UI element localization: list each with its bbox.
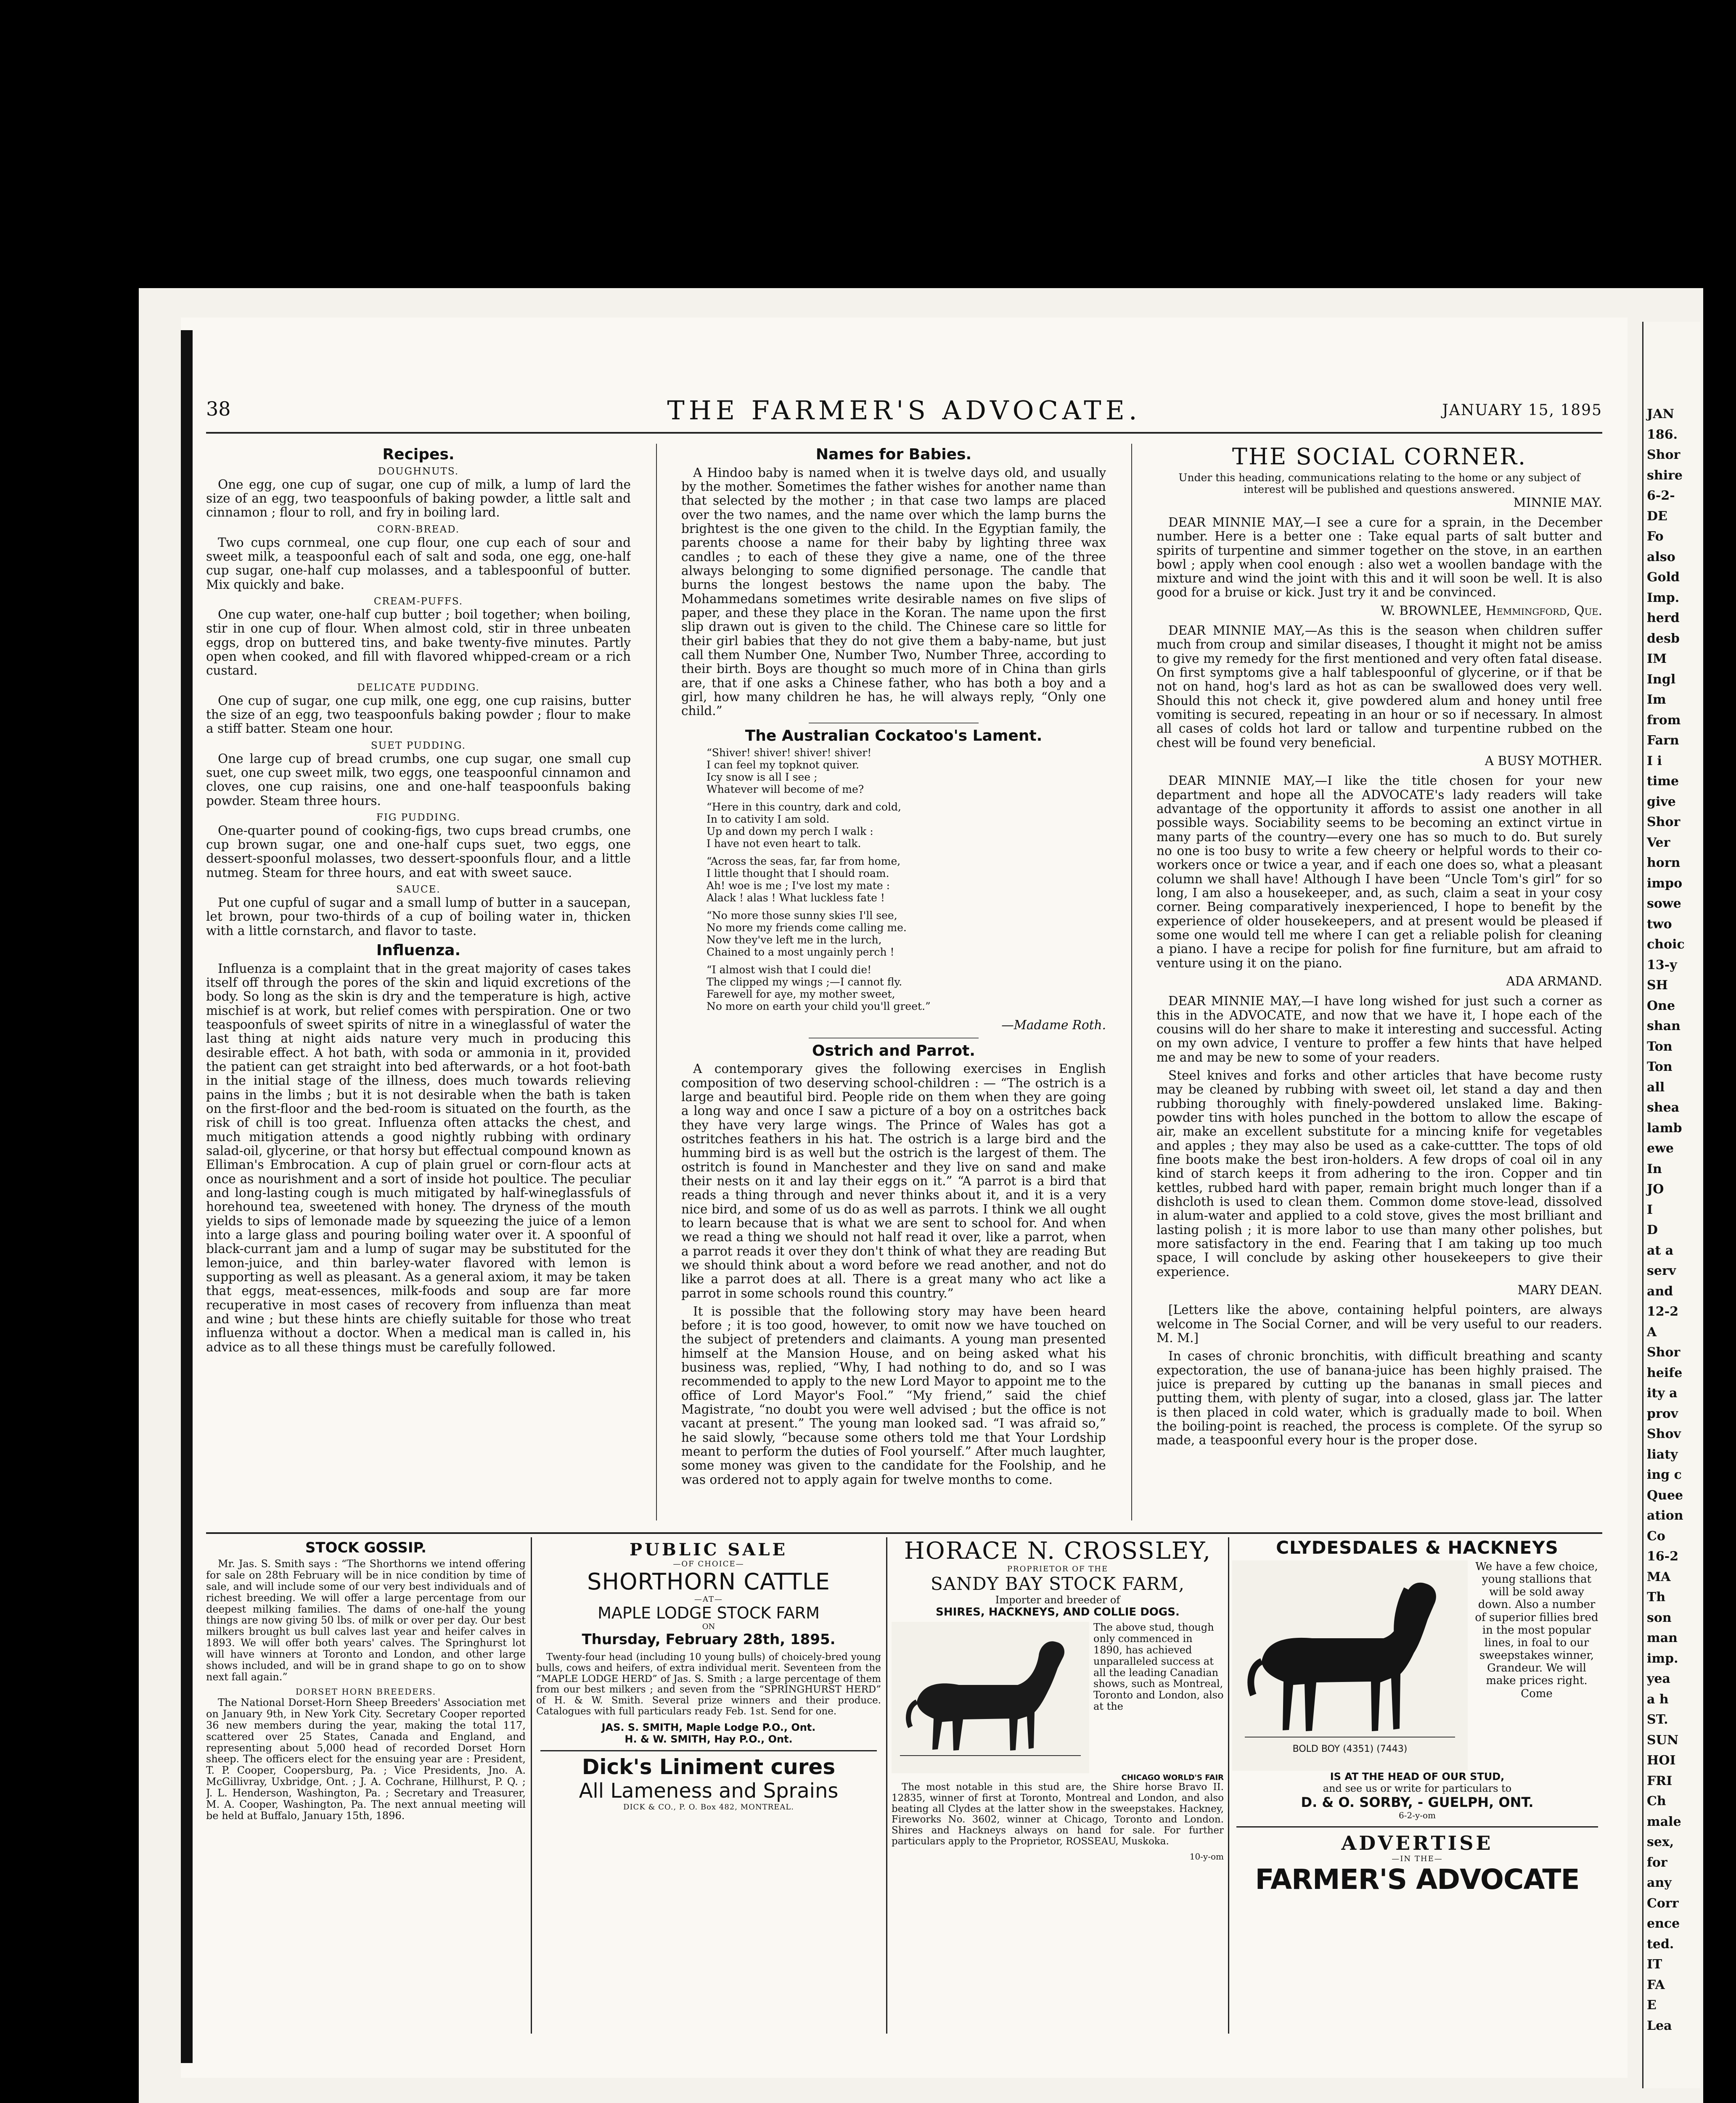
influenza-title: Influenza. bbox=[376, 942, 461, 959]
poem-line: “No more those sunny skies I'll see, bbox=[707, 909, 897, 922]
facing-page-text: 186. bbox=[1647, 427, 1678, 442]
crossley-code: 10-y-om bbox=[1189, 1851, 1224, 1862]
facing-page-text: 16-2 bbox=[1647, 1549, 1679, 1564]
facing-page-text: Ton bbox=[1647, 1039, 1672, 1054]
recipe-list bbox=[206, 466, 631, 938]
clydesdales-ad bbox=[1232, 1537, 1602, 2034]
facing-page-text: ation bbox=[1647, 1508, 1683, 1523]
poem-line: “Here in this country, dark and cold, bbox=[707, 801, 901, 813]
ostrich-title: Ostrich and Parrot. bbox=[812, 1042, 975, 1059]
facing-page-text: DE bbox=[1647, 509, 1667, 524]
facing-page-text: choic bbox=[1647, 937, 1685, 952]
facing-page-text: ted. bbox=[1647, 1936, 1674, 1952]
advertise-in-the: —IN THE— bbox=[1392, 1854, 1443, 1863]
facing-page-text: E bbox=[1647, 1998, 1657, 2013]
poem-line: No more on earth your child you'll greet.” bbox=[707, 1000, 931, 1012]
facing-page-text: I i bbox=[1647, 753, 1662, 768]
facing-page-text: IT bbox=[1647, 1957, 1662, 1972]
poem-line: “Across the seas, far, far from home, bbox=[707, 855, 901, 868]
facing-page-text: Ingl bbox=[1647, 672, 1676, 687]
facing-page-text: Shor bbox=[1647, 448, 1680, 462]
stock-gossip-title: STOCK GOSSIP. bbox=[305, 1539, 427, 1556]
cockatoo-title: The Australian Cockatoo's Lament. bbox=[745, 727, 1043, 744]
facing-page-text: 6-2- bbox=[1647, 488, 1675, 503]
facing-page-text: IM bbox=[1647, 652, 1667, 666]
advertise-paper: FARMER'S ADVOCATE bbox=[1255, 1863, 1580, 1896]
column-rule bbox=[656, 444, 657, 1520]
crossley-side-text: The above stud, though only commenced in 1890, has achieved unparalleled success at all the leading Canadian shows, such as Montreal, Toronto and London, also at the bbox=[1093, 1621, 1224, 1713]
stallion-label: BOLD BOY (4351) (7443) bbox=[1292, 1744, 1408, 1754]
recipe-text: Put one cupful of sugar and a small lump of butter in a saucepan, let brown, pour two-thirds of a cup of boiling water in, thicken with a little cornstarch, and flavor to taste. bbox=[206, 895, 631, 938]
public-sale-farm: MAPLE LODGE STOCK FARM bbox=[598, 1604, 820, 1622]
recipe-text: One large cup of bread crumbs, one cup sugar, one small cup suet, one cup sweet milk, two eggs, one teaspoonful cinnamon and cloves, one cup raisins, one and one-half teaspoonfuls baking powder. Steam three hours. bbox=[206, 751, 631, 808]
column-rule bbox=[1131, 444, 1132, 1520]
stock-gossip-column bbox=[206, 1537, 526, 2034]
facing-page-text: liaty bbox=[1647, 1447, 1678, 1462]
facing-page-text: SUN bbox=[1647, 1732, 1679, 1748]
recipes-title: Recipes. bbox=[382, 446, 455, 463]
crossley-farm: SANDY BAY STOCK FARM, bbox=[930, 1573, 1185, 1594]
page-spine-shadow bbox=[181, 330, 193, 2063]
facing-page-text: Ch bbox=[1647, 1794, 1666, 1809]
facing-page-text: One bbox=[1647, 998, 1675, 1013]
facing-page-text: shan bbox=[1647, 1019, 1680, 1033]
poem-line: Farewell for aye, my mother sweet, bbox=[707, 988, 895, 1000]
clydesdales-call: and see us or write for particulars to bbox=[1323, 1783, 1512, 1794]
facing-page-text: FRI bbox=[1647, 1773, 1672, 1788]
issue-date: JANUARY 15, 1895 bbox=[1442, 402, 1602, 419]
stock-gossip-paragraph: Mr. Jas. S. Smith says : “The Shorthorns we intend offering for sale on 28th February will be in nice condition by time of sale, and will include some of our very best individuals and of richest breeding. We will offer a large percentage from our deepest milking families. The dams of one-half the young things are now giving 50 lbs. of milk or over per day. Our best milkers brought us bull calves last year and heifer calves in 1893. We will offer both years' calves. The Springhurst lot will have winners at Toronto and London, and other large shows included, and will be in grand shape to go on to show next fall again.” bbox=[206, 1558, 526, 1683]
running-head bbox=[206, 397, 1602, 427]
poem-stanza bbox=[707, 910, 1106, 958]
facing-page-text: JO bbox=[1647, 1182, 1664, 1197]
column-2 bbox=[681, 444, 1106, 1520]
letter-text: DEAR MINNIE MAY,—I like the title chosen for your new department and hope all the ADVOCATE's lady readers will take advantage of the opportunity it affords to assist one another in all possible ways. Sociability seems to be becoming an extinct virtue in many parts of the country—every one has so much to do. But surely no one is too busy to write a few cheery or helpful words to their co-workers once or twice a year, and if each one does so, what a pleasant column we shall have! Although I have been “Uncle Tom's girl” for so long, I am also a housekeeper, and, as such, claim a seat in your cosy corner. Being comparatively inexperienced, I hope to benefit by the experience of older housekeepers, and at present would be pleased if some one would tell me where I can get a reliable polish for cleaning a piano. I have a recipe for polish for fine furniture, but am afraid to venture using it on the piano. bbox=[1156, 773, 1602, 970]
facing-page-text: at a bbox=[1647, 1243, 1674, 1258]
facing-page-text: shea bbox=[1647, 1100, 1680, 1115]
facing-page-text: Shor bbox=[1647, 1345, 1680, 1360]
facing-page-text: Im bbox=[1647, 692, 1666, 707]
clydesdales-code: 6-2-y-om bbox=[1398, 1810, 1436, 1820]
recipe-name: SUET PUDDING. bbox=[371, 740, 466, 751]
facing-page-text: Shor bbox=[1647, 815, 1680, 829]
letter-text: DEAR MINNIE MAY,—As this is the season when children suffer much from croup and similar diseases, I thought it might not be amiss to give my remedy for the first mentioned and very often fatal disease. On first symptoms give a half tablespoonful of glycerine, or if that be not on hand, hog's lard as hot as can be swallowed does very well. Should this not check it, give powdered alum and honey until free vomiting is secured, repeating in an hour or so if necessary. In almost all cases of colds hot lard or tallow and turpentine rubbed on the chest will be found very beneficial. bbox=[1156, 623, 1602, 750]
poem-line: Up and down my perch I walk : bbox=[707, 825, 873, 837]
dicks-liniment-line: All Lameness and Sprains bbox=[579, 1779, 839, 1803]
influenza-paragraph: Influenza is a complaint that in the great majority of cases takes itself off through the pores of the skin and liquid excretions of the body. So long as the skin is dry and the temperature is high, active mischief is at work, but relief comes with perspiration. One or two teaspoonfuls of sweet spirits of nitre in a wineglassful of water the last thing at night aids nature very much in producing this desirable effect. A hot bath, with soda or ammonia in it, provided the patient can get straight into bed afterwards, or a hot foot-bath in the initial stage of the illness, does much towards relieving pains in the limbs ; but it is not desirable when the bath is taken on the first-floor and the bed-room is situated on the fourth, as the risk of chill is too great. Influenza often attacks the chest, and much mitigation attends a good nightly rubbing with ordinary salad-oil, glycerine, or that horsy but effectual compound known as Elliman's Embrocation. A cup of plain gruel or corn-flour acts at once as nourishment and a sort of inside hot poultice. The peculiar and long-lasting cough is much mitigated by half-wineglassfuls of horehound tea, sweetened with honey. The dryness of the mouth yields to sips of lemonade made by squeezing the juice of a lemon into a large glass and pouring boiling water over it. A spoonful of black-currant jam and a lump of sugar may be substituted for the lemon-juice, and thin barley-water flavored with lemon is supporting as well as pleasant. As a general axiom, it may be taken that eggs, meat-essences, milk-foods and soup are far more recuperative in most cases of recovery from influenza than meat and wine ; but these hints are chiefly suitable for those who treat influenza without a doctor. When a medical man is called in, his advice as to all these things must be carefully followed. bbox=[206, 961, 631, 1354]
poem-line: The clipped my wings ;—I cannot fly. bbox=[707, 976, 902, 988]
facing-page-text: any bbox=[1647, 1875, 1672, 1890]
dicks-liniment-line: Dick's Liniment cures bbox=[582, 1754, 836, 1779]
recipe-text: One cup water, one-half cup butter ; boil together; when boiling, stir in one cup of flour. When almost cold, stir in three unbeaten eggs, drop on buttered tins, and bake twenty-five minutes. Partly open when cooked, and fill with flavored whipped-cream or a rich custard. bbox=[206, 607, 631, 678]
newspaper-page bbox=[181, 318, 1628, 2078]
paper-title: THE FARMER'S ADVOCATE. bbox=[667, 395, 1141, 426]
ostrich-paragraph: A contemporary gives the following exercises in English composition of two deserving school-children : — “The ostrich is a large and beautiful bird. People ride on them when they are going a long way and once I saw a picture of a boy on a ostritches back they have very large wings. The Prince of Wales has got a ostritches feathers in his hat. The ostrich is a large bird and the humming bird is as well but the ostrich is the largest of them. The ostritch is found in Manchester and they live on sand and make their nests on it and lay their eggs on it.” “A parrot is a bird that reads a thing through and never thinks about it, and it is a very nice bird, and some of us do as well as parrots. I think we all ought to learn because that is what we are sent to school for. And when we read a thing we should not half read it over, like a parrot, when a parrot reads it over they don't think of what they are reading But we should think about a word before we read another, and not do like a parrot does at all. There is a great many who act like a parrot in some schools round this country.” bbox=[681, 1062, 1106, 1300]
facing-page-text: from bbox=[1647, 712, 1681, 728]
header-rule bbox=[206, 432, 1602, 434]
facing-page-text: lamb bbox=[1647, 1120, 1682, 1136]
facing-page-text: imp. bbox=[1647, 1651, 1678, 1666]
social-corner-note: Under this heading, communications relating to the home or any subject of interest will be published and questions answered. bbox=[1178, 471, 1580, 496]
public-sale-cattle: SHORTHORN CATTLE bbox=[587, 1568, 830, 1595]
dicks-liniment-address: DICK & CO., P. O. Box 482, MONTREAL. bbox=[623, 1802, 794, 1812]
poem-line: Icy snow is all I see ; bbox=[707, 771, 818, 783]
letter-signature: W. BROWNLEE, Hemmingford, Que. bbox=[1381, 603, 1602, 618]
facing-page-text: give bbox=[1647, 794, 1676, 809]
recipe-name: FIG PUDDING. bbox=[376, 812, 461, 823]
poem-stanza bbox=[707, 856, 1106, 904]
facing-page-text: ity a bbox=[1647, 1386, 1678, 1401]
stallion-illustration bbox=[1232, 1560, 1468, 1771]
facing-page-text: Co bbox=[1647, 1528, 1665, 1544]
ad-divider bbox=[531, 1537, 532, 2034]
cockatoo-poem bbox=[707, 747, 1106, 1012]
facing-page-text: Gold bbox=[1647, 570, 1680, 585]
letter-text: DEAR MINNIE MAY,—I see a cure for a sprain, in the December number. Here is a better one : Take equal parts of salt butter and spirits of turpentine and simmer together on the stove, in an earthen bowl ; apply when cool enough : also wet a woollen bandage with the mixture and wind the joint with this and it will soon be well. It is also good for a bruise or kick. Just try it and be convinced. bbox=[1156, 515, 1602, 600]
social-corner-note-signature: MINNIE MAY. bbox=[1513, 495, 1602, 510]
facing-page-text: a h bbox=[1647, 1692, 1669, 1707]
facing-page-text: for bbox=[1647, 1855, 1667, 1870]
poem-line: No more my friends come calling me. bbox=[707, 922, 907, 934]
letter-text: DEAR MINNIE MAY,—I have long wished for just such a corner as this in the ADVOCATE, and now that we have it, I hope each of the cousins will do her share to make it interesting and successful. Acting on my own advice, I venture to proffer a few hints that have helped me and may be new to some of your readers. bbox=[1156, 994, 1602, 1065]
public-sale-title: PUBLIC SALE bbox=[630, 1540, 788, 1560]
crossley-name: HORACE N. CROSSLEY, bbox=[904, 1537, 1212, 1565]
public-sale-date: Thursday, February 28th, 1895. bbox=[582, 1631, 836, 1648]
facing-page-text: 13-y bbox=[1647, 957, 1677, 972]
public-sale-ad bbox=[536, 1537, 881, 2034]
public-sale-on: ON bbox=[702, 1622, 715, 1631]
letter-text: [Letters like the above, containing helpful pointers, are always welcome in The Social Corner, and will be very useful to our readers. M. M.] bbox=[1156, 1303, 1602, 1345]
letter-text: Steel knives and forks and other articles that have become rusty may be cleaned by rubbing with sweet oil, let stand a day and then rubbing thoroughly with finely-powdered unslaked lime. Baking-powder tins with holes punched in the bottom to allow the escape of air, make an excellent substitute for a mincing knife for vegetables and apples ; they may also be used as a cake-cuttter. The tops of old fine boots make the best iron-holders. A few drops of coal oil in any kind of starch keeps it from adhering to the iron. Copper and tin kettles, rubbed hard with paper, remain bright much longer than if a dishcloth is used to clean them. Common dome stove-lead, dissolved in alum-water and applied to a cold stove, gives the most brilliant and lasting polish ; it is more labor to use than many other polishes, but more satisfactory in the end. Fearing that I am taking up too much space, I will conclude by asking other housekeepers to give their experience. bbox=[1156, 1068, 1602, 1279]
facing-page-text: horn bbox=[1647, 856, 1680, 870]
facing-page-text: heife bbox=[1647, 1365, 1683, 1380]
ad-divider bbox=[1236, 1826, 1598, 1828]
poem-stanza bbox=[707, 801, 1106, 850]
facing-page-text: Ton bbox=[1647, 1059, 1672, 1074]
poem-line: Alack ! alas ! What luckless fate ! bbox=[707, 891, 885, 904]
facing-page-text: and bbox=[1647, 1284, 1673, 1299]
poem-line: I can feel my topknot quiver. bbox=[707, 759, 859, 771]
facing-page-text: impo bbox=[1647, 876, 1683, 891]
poem-line: I little thought that I should roam. bbox=[707, 867, 889, 879]
recipe-text: Two cups cornmeal, one cup flour, one cup each of sour and sweet milk, a teaspoonful each of salt and soda, one egg, one-half cup sugar, one-half cup molasses, and a tablespoonful of butter. Mix quickly and bake. bbox=[206, 535, 631, 592]
facing-page-text: son bbox=[1647, 1610, 1672, 1625]
facing-page-text: all bbox=[1647, 1080, 1665, 1095]
column-3 bbox=[1156, 444, 1602, 1520]
page-number: 38 bbox=[206, 397, 231, 420]
facing-page-text: yea bbox=[1647, 1671, 1670, 1686]
facing-page-text: desb bbox=[1647, 631, 1680, 646]
names-article: A Hindoo baby is named when it is twelve days old, and usually by the mother. Sometimes the father wishes for another name than that selected by the mother ; in that case two lamps are placed over the two names, and the name over which the lamp burns the brightest is the one given to the child. In the Egyptian family, the parents choose a name for their baby by lighting three wax candles ; to each of these they give a name, one of the three always belonging to some dignified personage. The candle that burns the longest bestows the name upon the baby. The Mohammedans sometimes write desirable names on five slips of paper, and these they place in the Koran. The name upon the first slip drawn out is given to the child. The Chinese care so little for their girl babies that they do not give them a baby-name, but just call them Number One, Number Two, Number Three, according to their birth. Boys are thought so much more of in China than girls are, that if one asks a Chinese father, who has both a boy and a girl, how many children he has, he will always reply, “Only one child.” bbox=[681, 465, 1106, 718]
ostrich-paragraph: It is possible that the following story may have been heard before ; it is too good, however, to omit now we have touched on the subject of pretenders and claimants. A young man presented himself at the Mansion House, and on being asked what his business was, replied, “Why, I had nothing to do, and so I was recommended to apply to the new Lord Mayor to appoint me to the office of Lord Mayor's Fool.” “My friend,” said the chief Magistrate, “no doubt you were well advised ; but the office is not vacant at present.” The young man looked sad. “I was afraid so,” he said slowly, “because some others told me that Your Lordship meant to perform the duties of Fool yourself.” After much laughter, some money was given to the candidate for the Foolship, and he was ordered not to apply again for twelve months to come. bbox=[681, 1304, 1106, 1487]
public-sale-body: Twenty-four head (including 10 young bulls) of choicely-bred young bulls, cows and heifers, of extra individual merit. Seventeen from the “MAPLE LODGE HERD” of Jas. S. Smith ; a large percentage of them from our best milkers ; and seven from the “SPRINGHURST HERD” of H. & W. Smith. Several prize winners and their produce. Catalogues with full particulars ready Feb. 1st. Send for one. bbox=[536, 1652, 881, 1717]
crossley-ad bbox=[892, 1537, 1224, 2034]
recipe-name: DELICATE PUDDING. bbox=[357, 682, 480, 693]
ad-divider bbox=[540, 1750, 877, 1751]
facing-page-text: MA bbox=[1647, 1569, 1671, 1584]
names-title: Names for Babies. bbox=[815, 446, 972, 463]
facing-page-text: Farn bbox=[1647, 733, 1679, 748]
facing-page-text: Fo bbox=[1647, 529, 1664, 544]
facing-page-text: two bbox=[1647, 916, 1672, 932]
facing-page-text: Shov bbox=[1647, 1427, 1681, 1441]
poem-line: “Shiver! shiver! shiver! shiver! bbox=[707, 747, 872, 759]
facing-page-text: Ver bbox=[1647, 835, 1670, 850]
facing-page-text: Imp. bbox=[1647, 590, 1680, 605]
facing-page-text: sex, bbox=[1647, 1835, 1674, 1849]
ads-rule bbox=[206, 1532, 1602, 1534]
poem-line: Chained to a most ungainly perch ! bbox=[707, 946, 894, 958]
poem-line: Now they've left me in the lurch, bbox=[707, 933, 882, 946]
recipe-text: One egg, one cup of sugar, one cup of milk, a lump of lard the size of an egg, two teaspoonfuls of baking powder, a little salt and cinnamon ; flour to roll, and fry in boiling lard. bbox=[206, 477, 631, 520]
poem-line: “I almost wish that I could die! bbox=[707, 964, 872, 976]
facing-page-text: Th bbox=[1647, 1590, 1666, 1605]
recipe-name: CORN-BREAD. bbox=[377, 524, 460, 535]
crossley-role: PROPRIETOR OF THE bbox=[1007, 1565, 1109, 1573]
facing-page-text: Lea bbox=[1647, 2018, 1672, 2033]
facing-page-text: Quee bbox=[1647, 1488, 1683, 1503]
ostrich-article bbox=[681, 1062, 1106, 1487]
facing-page-text: male bbox=[1647, 1814, 1681, 1829]
facing-page-text: SH bbox=[1647, 978, 1668, 993]
facing-page-text: also bbox=[1647, 549, 1675, 564]
poem-credit: —Madame Roth. bbox=[1001, 1018, 1106, 1033]
recipe-text: One cup of sugar, one cup milk, one egg, one cup raisins, butter the size of an egg, two teaspoonfuls baking powder ; flour to make a stiff batter. Steam one hour. bbox=[206, 693, 631, 736]
poem-stanza bbox=[707, 964, 1106, 1012]
recipe-name: DOUGHNUTS. bbox=[378, 466, 459, 477]
public-sale-address: H. & W. SMITH, Hay P.O., Ont. bbox=[625, 1733, 793, 1745]
advertise-heading: ADVERTISE bbox=[1341, 1832, 1493, 1854]
shire-horse-illustration bbox=[892, 1622, 1089, 1773]
clydesdales-title: CLYDESDALES & HACKNEYS bbox=[1276, 1537, 1559, 1558]
column-1 bbox=[206, 444, 631, 1520]
social-corner-letters bbox=[1156, 516, 1602, 1448]
clydesdales-address: D. & O. SORBY, - GUELPH, ONT. bbox=[1301, 1794, 1534, 1810]
facing-page-text: time bbox=[1647, 774, 1679, 789]
recipe-name: SAUCE. bbox=[396, 884, 441, 895]
poem-line: Whatever will become of me? bbox=[707, 783, 864, 795]
facing-page-text: man bbox=[1647, 1631, 1678, 1645]
social-corner-title: THE SOCIAL CORNER. bbox=[1232, 444, 1527, 470]
clydesdales-caption: IS AT THE HEAD OF OUR STUD, bbox=[1330, 1771, 1505, 1783]
letter-signature: A BUSY MOTHER. bbox=[1485, 754, 1602, 768]
facing-page-text: D bbox=[1647, 1223, 1658, 1237]
facing-page-text: I bbox=[1647, 1202, 1653, 1217]
letter-signature: ADA ARMAND. bbox=[1506, 974, 1602, 989]
public-sale-address: JAS. S. SMITH, Maple Lodge P.O., Ont. bbox=[601, 1721, 816, 1733]
recipe-name: CREAM-PUFFS. bbox=[373, 596, 463, 607]
facing-page-text: herd bbox=[1647, 611, 1680, 625]
facing-page-text: prov bbox=[1647, 1406, 1678, 1421]
facing-page-text: ence bbox=[1647, 1916, 1680, 1931]
facing-page-text: serv bbox=[1647, 1263, 1676, 1278]
facing-page-text: shire bbox=[1647, 468, 1683, 483]
stock-gossip-paragraph: The National Dorset-Horn Sheep Breeders' Association met on January 9th, in New York City. Secretary Cooper reported 36 new members during the year, making the total 117, scattered over 25 States, Canada and England, and representing about 5,000 head of recorded Dorset Horn sheep. The officers elect for the ensuing year are : President, T. P. Cooper, Coopersburg, Pa. ; Vice Presidents, Jno. A. McGillivray, Uxbridge, Ont. ; J. A. Cochrane, Hillhurst, P. Q. ; J. L. Henderson, Washington, Pa. ; Secretary and Treasurer, M. A. Cooper, Washington, Pa. The next annual meeting will be held at Buffalo, January 15th, 1896. bbox=[206, 1697, 526, 1822]
stock-gossip-subhead: DORSET HORN BREEDERS. bbox=[295, 1686, 437, 1697]
facing-page-text: In bbox=[1647, 1161, 1662, 1176]
facing-page-text: Corr bbox=[1647, 1896, 1679, 1911]
poem-line: Ah! woe is me ; I've lost my mate : bbox=[707, 879, 890, 892]
facing-page-text: ST. bbox=[1647, 1712, 1668, 1727]
influenza-article bbox=[206, 962, 631, 1354]
public-sale-at: —AT— bbox=[694, 1595, 723, 1604]
facing-page-text: ing c bbox=[1647, 1467, 1682, 1482]
facing-page-text: 12-2 bbox=[1647, 1304, 1679, 1319]
crossley-importer: Importer and breeder of bbox=[995, 1594, 1120, 1606]
crossley-breeds: SHIRES, HACKNEYS, AND COLLIE DOGS. bbox=[936, 1606, 1180, 1618]
facing-page-text: A bbox=[1647, 1324, 1657, 1340]
poem-line: I have not even heart to talk. bbox=[707, 837, 861, 850]
recipe-text: One-quarter pound of cooking-figs, two cups bread crumbs, one cup brown sugar, one and one-half cups suet, two eggs, one dessert-spoonful molasses, two dessert-spoonfuls flour, and a little nutmeg. Steam for three hours, and eat with sweet sauce. bbox=[206, 823, 631, 880]
ad-divider bbox=[1228, 1537, 1229, 2034]
facing-page-text: ewe bbox=[1647, 1141, 1674, 1156]
facing-page-text: FA bbox=[1647, 1977, 1665, 1992]
ad-divider bbox=[886, 1537, 887, 2034]
letter-signature: MARY DEAN. bbox=[1517, 1282, 1602, 1297]
facing-page-fragment bbox=[1642, 322, 1700, 2088]
facing-page-text: JAN bbox=[1647, 407, 1674, 421]
poem-line: In to cativity I am sold. bbox=[707, 813, 830, 825]
facing-page-text: sowe bbox=[1647, 896, 1681, 911]
clydesdales-side-text: We have a few choice, young stallions that will be sold away down. Also a number of superior fillies bred in the most popular lines, in foal to our sweepstakes winner, Grandeur. We will make prices right. Come bbox=[1475, 1560, 1598, 1700]
poem-stanza bbox=[707, 747, 1106, 795]
crossley-body: The most notable in this stud are, the Shire horse Bravo II. 12835, winner of first at Toronto, Montreal and London, and also beating all Clydes at the latter show in the sweepstakes. Hackney, Fireworks No. 3602, winner at Chicago, Toronto and London. Shires and Hackneys always on hand for sale. For further particulars apply to the Proprietor, ROSSEAU, Muskoka. bbox=[892, 1782, 1224, 1847]
public-sale-of-choice: —OF CHOICE— bbox=[673, 1560, 744, 1568]
letter-text: In cases of chronic bronchitis, with difficult breathing and scanty expectoration, the use of banana-juice has been highly praised. The juice is prepared by cutting up the bananas in small pieces and putting them, with plenty of sugar, into a closed, glass jar. The latter is then placed in cold water, which is gradually made to boil. When the boiling-point is reached, the process is complete. Of the syrup so made, a teaspoonful every hour is the proper dose. bbox=[1156, 1349, 1602, 1448]
facing-page-text: HOI bbox=[1647, 1753, 1676, 1768]
crossley-caption: CHICAGO WORLD'S FAIR bbox=[1121, 1773, 1224, 1782]
